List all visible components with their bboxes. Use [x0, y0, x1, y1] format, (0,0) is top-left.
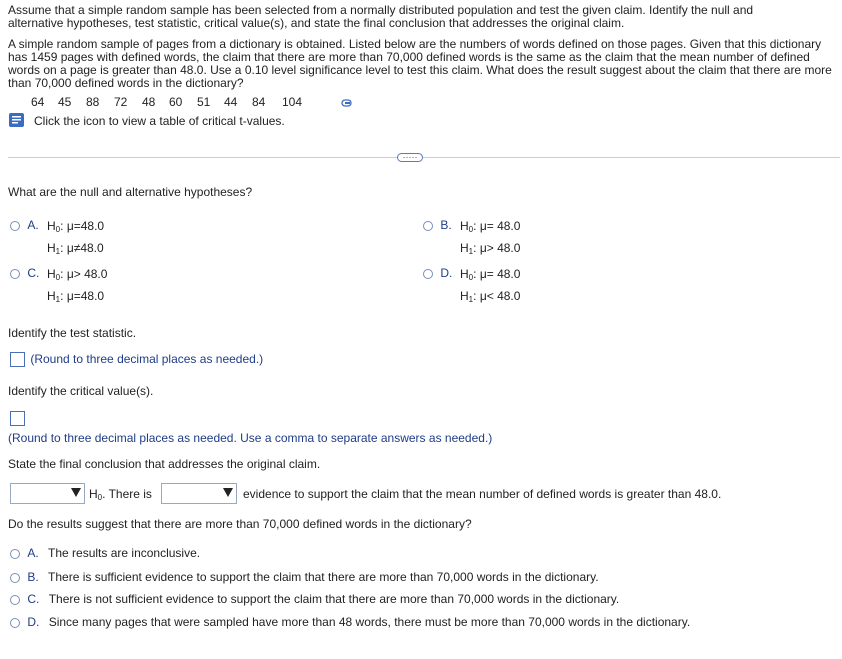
- critical-value-input[interactable]: [10, 411, 25, 426]
- h0-relation: μ= 48.0: [479, 267, 521, 281]
- option-letter: C.: [27, 592, 40, 606]
- h1-relation: μ≠48.0: [66, 241, 104, 255]
- option-letter: C.: [27, 266, 40, 280]
- hypothesis-option-d[interactable]: [423, 266, 452, 280]
- option-text: There is sufficient evidence to support the claim that there are more than 70,000 words in the dictionary.: [48, 570, 599, 584]
- option-letter: B.: [27, 570, 39, 584]
- data-value: 88: [86, 95, 100, 109]
- option-letter: D.: [440, 266, 453, 280]
- data-value: 72: [114, 95, 128, 109]
- copy-data-icon[interactable]: [341, 98, 353, 108]
- option-text: Since many pages that were sampled have more than 48 words, there must be more than 70,000 words in the dictionary.: [48, 615, 691, 629]
- chevron-down-icon: [223, 488, 233, 497]
- h0-relation: μ> 48.0: [66, 267, 108, 281]
- radio-button[interactable]: [10, 573, 20, 583]
- reject-decision-dropdown[interactable]: [10, 483, 85, 504]
- result-option-d[interactable]: [10, 615, 690, 629]
- radio-button[interactable]: [10, 269, 20, 279]
- hypothesis-b-text: $H_0$: μ= 48.0 $H_1$: μ> 48.0: [460, 219, 521, 256]
- test-statistic-hint: (Round to three decimal places as needed.): [30, 352, 264, 366]
- data-value: 60: [169, 95, 183, 109]
- critical-values-link[interactable]: Click the icon to view a table of critical t-values.: [34, 114, 285, 128]
- dictionary-question: Do the results suggest that there are more than 70,000 defined words in the dictionary?: [8, 517, 472, 531]
- data-value: 51: [197, 95, 211, 109]
- data-value: 48: [142, 95, 156, 109]
- data-value: 104: [282, 95, 303, 109]
- data-value: 64: [31, 95, 45, 109]
- h1-relation: μ< 48.0: [479, 289, 521, 303]
- critical-value-question: Identify the critical value(s).: [8, 384, 154, 398]
- hypothesis-a-text: $H_0$: μ=48.0 $H_1$: μ≠48.0: [47, 219, 105, 256]
- h1-relation: μ=48.0: [66, 289, 105, 303]
- test-statistic-input[interactable]: [10, 352, 25, 367]
- radio-button[interactable]: [10, 221, 20, 231]
- option-text: The results are inconclusive.: [48, 546, 201, 560]
- h1-relation: μ> 48.0: [479, 241, 521, 255]
- radio-button[interactable]: [423, 269, 433, 279]
- critical-value-hint: (Round to three decimal places as needed. Use a comma to separate answers as needed.): [8, 431, 493, 445]
- radio-button[interactable]: [10, 618, 20, 628]
- book-icon[interactable]: [8, 112, 26, 128]
- hypothesis-d-text: $H_0$: μ= 48.0 $H_1$: μ< 48.0: [460, 267, 521, 304]
- result-option-a[interactable]: [10, 546, 200, 560]
- data-value: 84: [252, 95, 266, 109]
- more-button[interactable]: ·····: [397, 153, 423, 162]
- problem-text: A simple random sample of pages from a dictionary is obtained. Listed below are the numbers of words defined on those pages. Given that this dictionary has 1459 pages with defined words, the claim that there are more than 70,000 defined words is the same as the claim that the mean number of defined words on a page is greater than 48.0. Use a 0.10 level significance level to test this claim. What does the result suggest about the claim that there are more than 70,000 defined words in the dictionary?: [8, 37, 832, 90]
- option-text: There is not sufficient evidence to support the claim that there are more than 70,000 words in the dictionary.: [48, 592, 620, 606]
- section-divider: [8, 157, 840, 158]
- conclusion-h0-label: $H_0$. There is: [89, 487, 152, 502]
- result-option-b[interactable]: [10, 570, 599, 584]
- hypothesis-c-text: $H_0$: μ> 48.0 $H_1$: μ=48.0: [47, 267, 108, 304]
- radio-button[interactable]: [10, 549, 20, 559]
- test-statistic-question: Identify the test statistic.: [8, 326, 137, 340]
- data-values-row: [31, 95, 302, 109]
- data-value: 44: [224, 95, 238, 109]
- option-letter: D.: [27, 615, 40, 629]
- option-letter: A.: [27, 546, 39, 560]
- radio-button[interactable]: [10, 595, 20, 605]
- data-value: 45: [58, 95, 72, 109]
- hypothesis-option-c[interactable]: [10, 266, 39, 280]
- hypothesis-option-b[interactable]: [423, 218, 452, 232]
- hypotheses-question: What are the null and alternative hypotheses?: [8, 185, 253, 199]
- h0-relation: μ=48.0: [66, 219, 105, 233]
- result-option-c[interactable]: [10, 592, 619, 606]
- option-letter: B.: [440, 218, 452, 232]
- conclusion-question: State the final conclusion that addresses the original claim.: [8, 457, 321, 471]
- h0-relation: μ= 48.0: [479, 219, 521, 233]
- evidence-dropdown[interactable]: [161, 483, 237, 504]
- instructions-text: Assume that a simple random sample has been selected from a normally distributed population and test the given claim. Identify the null and alternative hypotheses, test statistic, critical value(s), and state the final conclusion that addresses the original claim.: [8, 3, 754, 30]
- hypothesis-option-a[interactable]: [10, 218, 39, 232]
- conclusion-tail-text: evidence to support the claim that the mean number of defined words is greater than 48.0.: [243, 487, 722, 501]
- radio-button[interactable]: [423, 221, 433, 231]
- chevron-down-icon: [71, 488, 81, 497]
- option-letter: A.: [27, 218, 39, 232]
